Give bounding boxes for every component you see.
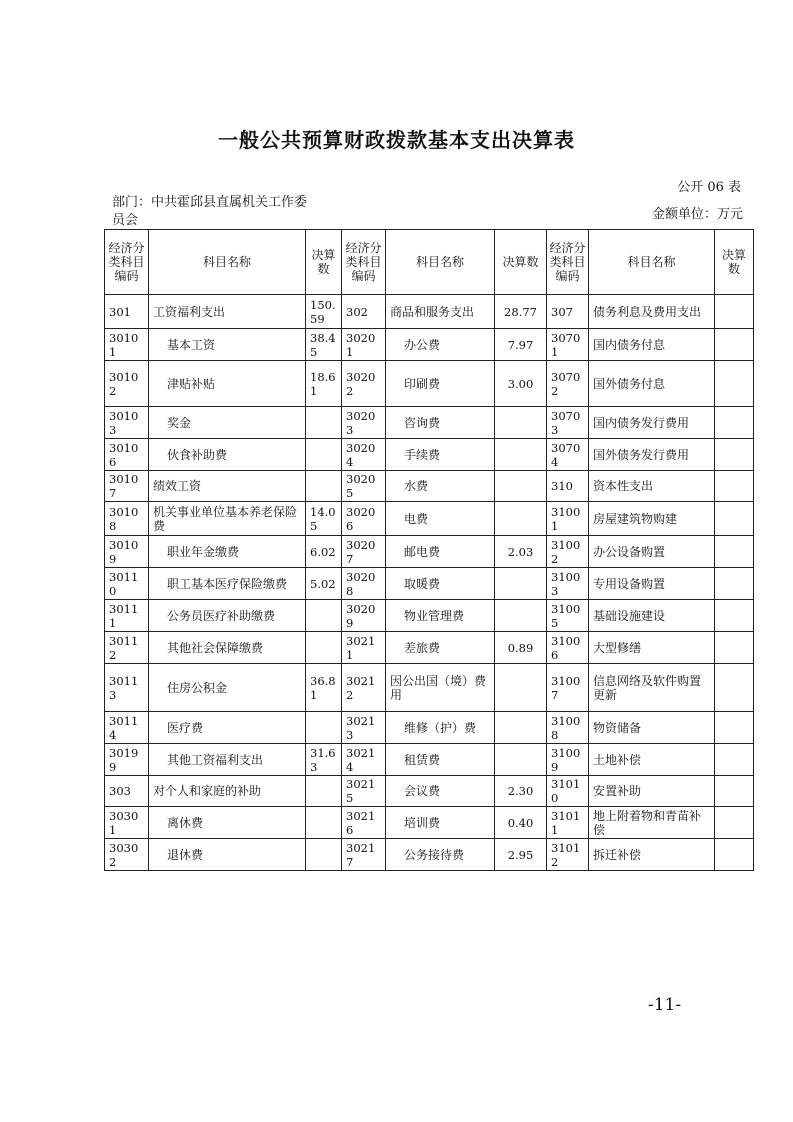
name-cell: 商品和服务支出 xyxy=(386,295,495,329)
amount-cell xyxy=(306,407,342,439)
table-row xyxy=(105,471,754,502)
table-row xyxy=(105,807,754,839)
header-name-3: 科目名称 xyxy=(589,230,715,295)
code-cell: 30203 xyxy=(342,407,386,439)
code-cell: 30202 xyxy=(342,361,386,407)
amount-cell xyxy=(715,407,754,439)
code-cell: 30103 xyxy=(105,407,149,439)
code-cell: 30216 xyxy=(342,807,386,839)
code-cell: 30110 xyxy=(105,568,149,600)
code-cell: 31005 xyxy=(547,600,589,632)
code-cell: 30704 xyxy=(547,439,589,471)
name-cell: 公务接待费 xyxy=(386,839,495,871)
code-cell: 30207 xyxy=(342,536,386,568)
amount-cell xyxy=(495,471,547,502)
code-cell: 30702 xyxy=(547,361,589,407)
name-cell: 土地补偿 xyxy=(589,744,715,776)
table-row xyxy=(105,439,754,471)
name-cell: 手续费 xyxy=(386,439,495,471)
code-cell: 30205 xyxy=(342,471,386,502)
table-row xyxy=(105,407,754,439)
amount-cell: 0.89 xyxy=(495,632,547,664)
code-cell: 30215 xyxy=(342,776,386,807)
code-cell: 301 xyxy=(105,295,149,329)
code-cell: 30214 xyxy=(342,744,386,776)
amount-cell xyxy=(306,807,342,839)
name-cell: 国内债务发行费用 xyxy=(589,407,715,439)
code-cell: 31003 xyxy=(547,568,589,600)
code-cell: 30108 xyxy=(105,502,149,536)
code-cell: 30213 xyxy=(342,712,386,744)
table-row xyxy=(105,664,754,712)
code-cell: 30101 xyxy=(105,329,149,361)
page-number: -11- xyxy=(648,995,682,1015)
code-cell: 30204 xyxy=(342,439,386,471)
table-row xyxy=(105,361,754,407)
code-cell: 30302 xyxy=(105,839,149,871)
amount-cell: 150.59 xyxy=(306,295,342,329)
name-cell: 绩效工资 xyxy=(149,471,306,502)
name-cell: 电费 xyxy=(386,502,495,536)
name-cell: 办公费 xyxy=(386,329,495,361)
amount-cell: 7.97 xyxy=(495,329,547,361)
amount-cell xyxy=(715,807,754,839)
table-row xyxy=(105,502,754,536)
code-cell: 31009 xyxy=(547,744,589,776)
amount-cell xyxy=(495,502,547,536)
name-cell: 水费 xyxy=(386,471,495,502)
amount-cell: 6.02 xyxy=(306,536,342,568)
name-cell: 资本性支出 xyxy=(589,471,715,502)
amount-cell xyxy=(715,361,754,407)
amount-cell xyxy=(715,664,754,712)
name-cell: 物业管理费 xyxy=(386,600,495,632)
name-cell: 培训费 xyxy=(386,807,495,839)
header-amount-2: 决算数 xyxy=(495,230,547,295)
name-cell: 办公设备购置 xyxy=(589,536,715,568)
code-cell: 303 xyxy=(105,776,149,807)
amount-cell: 28.77 xyxy=(495,295,547,329)
budget-table xyxy=(104,229,754,871)
header-code-1: 经济分类科目编码 xyxy=(105,230,149,295)
code-cell: 30201 xyxy=(342,329,386,361)
table-row xyxy=(105,568,754,600)
header-code-3: 经济分类科目编码 xyxy=(547,230,589,295)
name-cell: 邮电费 xyxy=(386,536,495,568)
amount-cell xyxy=(715,632,754,664)
table-row xyxy=(105,632,754,664)
table-row xyxy=(105,600,754,632)
amount-cell xyxy=(306,439,342,471)
code-cell: 30107 xyxy=(105,471,149,502)
amount-cell: 5.02 xyxy=(306,568,342,600)
name-cell: 咨询费 xyxy=(386,407,495,439)
table-row xyxy=(105,744,754,776)
amount-cell xyxy=(495,568,547,600)
name-cell: 国外债务付息 xyxy=(589,361,715,407)
name-cell: 因公出国（境）费用 xyxy=(386,664,495,712)
code-cell: 30208 xyxy=(342,568,386,600)
header-name-1: 科目名称 xyxy=(149,230,306,295)
code-cell: 31012 xyxy=(547,839,589,871)
amount-cell xyxy=(715,568,754,600)
amount-cell: 31.63 xyxy=(306,744,342,776)
code-cell: 31007 xyxy=(547,664,589,712)
name-cell: 维修（护）费 xyxy=(386,712,495,744)
table-row xyxy=(105,536,754,568)
name-cell: 安置补助 xyxy=(589,776,715,807)
table-row xyxy=(105,712,754,744)
code-cell: 30701 xyxy=(547,329,589,361)
amount-cell xyxy=(715,329,754,361)
name-cell: 退休费 xyxy=(149,839,306,871)
code-cell: 31011 xyxy=(547,807,589,839)
code-cell: 31002 xyxy=(547,536,589,568)
amount-cell: 14.05 xyxy=(306,502,342,536)
name-cell: 医疗费 xyxy=(149,712,306,744)
amount-cell xyxy=(306,600,342,632)
unit-label: 金额单位：万元 xyxy=(651,207,743,222)
name-cell: 租赁费 xyxy=(386,744,495,776)
amount-cell: 36.81 xyxy=(306,664,342,712)
code-cell: 31008 xyxy=(547,712,589,744)
amount-cell: 18.61 xyxy=(306,361,342,407)
name-cell: 差旅费 xyxy=(386,632,495,664)
amount-cell: 2.95 xyxy=(495,839,547,871)
amount-cell xyxy=(715,439,754,471)
name-cell: 离休费 xyxy=(149,807,306,839)
amount-cell: 3.00 xyxy=(495,361,547,407)
amount-cell xyxy=(495,664,547,712)
code-cell: 30102 xyxy=(105,361,149,407)
code-cell: 30106 xyxy=(105,439,149,471)
code-cell: 30206 xyxy=(342,502,386,536)
amount-cell xyxy=(715,536,754,568)
amount-cell xyxy=(306,632,342,664)
table-row xyxy=(105,776,754,807)
amount-cell: 38.45 xyxy=(306,329,342,361)
code-cell: 31006 xyxy=(547,632,589,664)
name-cell: 取暖费 xyxy=(386,568,495,600)
amount-cell xyxy=(715,839,754,871)
amount-cell xyxy=(715,776,754,807)
code-cell: 31001 xyxy=(547,502,589,536)
name-cell: 工资福利支出 xyxy=(149,295,306,329)
code-cell: 30113 xyxy=(105,664,149,712)
name-cell: 地上附着物和青苗补偿 xyxy=(589,807,715,839)
code-cell: 302 xyxy=(342,295,386,329)
name-cell: 专用设备购置 xyxy=(589,568,715,600)
table-row xyxy=(105,329,754,361)
name-cell: 职工基本医疗保险缴费 xyxy=(149,568,306,600)
name-cell: 国内债务付息 xyxy=(589,329,715,361)
name-cell: 奖金 xyxy=(149,407,306,439)
name-cell: 印刷费 xyxy=(386,361,495,407)
name-cell: 拆迁补偿 xyxy=(589,839,715,871)
name-cell: 大型修缮 xyxy=(589,632,715,664)
amount-cell xyxy=(715,502,754,536)
amount-cell: 2.30 xyxy=(495,776,547,807)
name-cell: 信息网络及软件购置更新 xyxy=(589,664,715,712)
name-cell: 伙食补助费 xyxy=(149,439,306,471)
name-cell: 其他社会保障缴费 xyxy=(149,632,306,664)
table-header-row xyxy=(105,230,754,295)
code-cell: 30301 xyxy=(105,807,149,839)
amount-cell xyxy=(715,712,754,744)
name-cell: 其他工资福利支出 xyxy=(149,744,306,776)
name-cell: 债务利息及费用支出 xyxy=(589,295,715,329)
amount-cell xyxy=(715,600,754,632)
amount-cell: 2.03 xyxy=(495,536,547,568)
name-cell: 基础设施建设 xyxy=(589,600,715,632)
department-label: 部门：中共霍邱县直属机关工作委员会 xyxy=(112,195,308,228)
name-cell: 房屋建筑物购建 xyxy=(589,502,715,536)
amount-cell xyxy=(495,600,547,632)
code-cell: 30211 xyxy=(342,632,386,664)
header-amount-1: 决算数 xyxy=(306,230,342,295)
amount-cell xyxy=(306,776,342,807)
name-cell: 对个人和家庭的补助 xyxy=(149,776,306,807)
code-cell: 30109 xyxy=(105,536,149,568)
code-cell: 30217 xyxy=(342,839,386,871)
code-cell: 30703 xyxy=(547,407,589,439)
code-cell: 30111 xyxy=(105,600,149,632)
code-cell: 31010 xyxy=(547,776,589,807)
code-cell: 310 xyxy=(547,471,589,502)
header-amount-3: 决算数 xyxy=(715,230,754,295)
code-cell: 30209 xyxy=(342,600,386,632)
amount-cell xyxy=(715,744,754,776)
name-cell: 国外债务发行费用 xyxy=(589,439,715,471)
amount-cell xyxy=(715,471,754,502)
table-row xyxy=(105,295,754,329)
amount-cell xyxy=(495,439,547,471)
code-cell: 30212 xyxy=(342,664,386,712)
amount-cell xyxy=(306,712,342,744)
name-cell: 公务员医疗补助缴费 xyxy=(149,600,306,632)
name-cell: 基本工资 xyxy=(149,329,306,361)
name-cell: 会议费 xyxy=(386,776,495,807)
code-cell: 30112 xyxy=(105,632,149,664)
amount-cell xyxy=(495,407,547,439)
amount-cell xyxy=(495,712,547,744)
amount-cell xyxy=(495,744,547,776)
name-cell: 机关事业单位基本养老保险费 xyxy=(149,502,306,536)
header-name-2: 科目名称 xyxy=(386,230,495,295)
header-code-2: 经济分类科目编码 xyxy=(342,230,386,295)
name-cell: 津贴补贴 xyxy=(149,361,306,407)
amount-cell xyxy=(715,295,754,329)
amount-cell: 0.40 xyxy=(495,807,547,839)
name-cell: 职业年金缴费 xyxy=(149,536,306,568)
table-row xyxy=(105,839,754,871)
document-title: 一般公共预算财政拨款基本支出决算表 xyxy=(218,128,575,152)
code-cell: 30199 xyxy=(105,744,149,776)
name-cell: 住房公积金 xyxy=(149,664,306,712)
code-cell: 307 xyxy=(547,295,589,329)
name-cell: 物资储备 xyxy=(589,712,715,744)
code-cell: 30114 xyxy=(105,712,149,744)
amount-cell xyxy=(306,471,342,502)
amount-cell xyxy=(306,839,342,871)
table-number: 公开 06 表 xyxy=(677,180,741,195)
